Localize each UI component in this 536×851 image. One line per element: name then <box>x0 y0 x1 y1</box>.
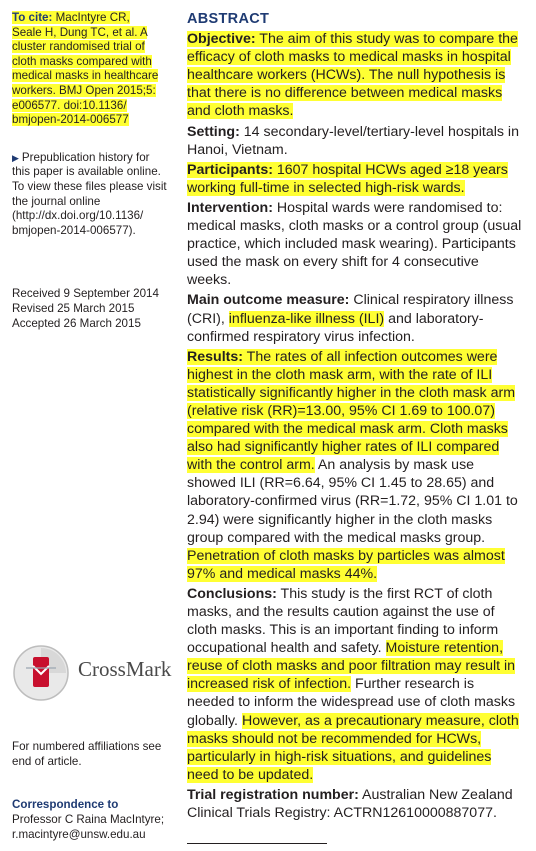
correspondence-name: Professor C Raina MacIntyre; <box>12 812 165 826</box>
intervention-text: Hospital wards were randomised to: medical masks, cloth masks or a control group (usual practice, which included mask wearing). Participants used the mask on every shift for 4 consecutive weeks. <box>187 199 522 289</box>
history-dates <box>12 287 172 331</box>
accepted-date: Accepted 26 March 2015 <box>12 316 141 330</box>
received-date: Received 9 September 2014 <box>12 287 159 300</box>
objective-highlight <box>187 31 518 119</box>
intervention-label: Intervention: <box>187 199 273 216</box>
objective-text: The aim of this study was to compare the efficacy of cloth masks to medical masks in hospital healthcare workers (HCWs). The null hypothesis is that there is no difference between medical masks and cloth masks. <box>187 31 518 120</box>
conclusions-text-3: Further research is needed to inform the widespread use of cloth masks globally. <box>187 676 516 729</box>
conclusions-text-2: Moisture retention, reuse of cloth masks and poor filtration may result in increased risk of infection. <box>187 640 516 693</box>
correspondence-block <box>12 798 177 842</box>
outcome-text-2: influenza-like illness (ILI) <box>228 310 385 327</box>
correspondence-label: Correspondence to <box>12 798 119 811</box>
participants-label: Participants: <box>187 161 273 178</box>
citation-block <box>12 11 160 128</box>
intervention-section <box>187 199 525 289</box>
revised-date: Revised 25 March 2015 <box>12 301 135 315</box>
citation-highlight <box>12 11 158 126</box>
crossmark-icon <box>12 644 70 702</box>
objective-label: Objective: <box>187 31 256 48</box>
conclusions-text-4: However, as a precautionary measure, cloth masks should not be recommended for HCWs, particularly in high-risk situations, and guidelines need to be updated. <box>187 712 519 783</box>
prepublication-text: Prepublication history for this paper is available online. To view these files please visit the journal online (http://dx.doi.org/10.1136/ bmjopen-2014-006577). <box>12 150 167 237</box>
trial-text: Australian New Zealand Clinical Trials Registry: ACTRN12610000887077. <box>187 786 513 822</box>
results-label: Results: <box>187 348 243 365</box>
setting-text: 14 secondary-level/tertiary-level hospitals in Hanoi, Vietnam. <box>187 123 519 158</box>
participants-highlight <box>187 162 508 196</box>
results-text-3: Penetration of cloth masks by particles was almost 97% and medical masks 44%. <box>187 547 505 582</box>
footnote-rule <box>187 843 327 844</box>
prepublication-note <box>12 151 167 239</box>
participants-text: 1607 hospital HCWs aged ≥18 years working full-time in selected high-risk wards. <box>187 161 508 196</box>
outcome-text-1: Clinical respiratory illness (CRI), <box>187 292 514 327</box>
objective-section <box>187 30 525 120</box>
conclusions-text-1: This study is the first RCT of cloth masks, and the results caution against the use of cloth masks. This is an important finding to inform occupational health and safety. <box>187 585 499 657</box>
results-section <box>187 348 525 583</box>
outcome-section <box>187 291 525 345</box>
setting-label: Setting: <box>187 123 240 140</box>
results-text-1: The rates of all infection outcomes were highest in the cloth mask arm, with the rate of ILI statistically significantly higher in the cloth mask arm (relative risk (RR)=13.00, 95% CI 1.69 to 100.07) compared with the medical mask arm. Cloth masks also had significantly higher rates of ILI compared with the control arm. <box>187 348 516 474</box>
crossmark-badge[interactable] <box>12 644 172 702</box>
crossmark-label: CrossMark <box>78 657 172 681</box>
results-text-2: An analysis by mask use showed ILI (RR=6.64, 95% CI 1.45 to 28.65) and laboratory-confirmed virus (RR=1.72, 95% CI 1.01 to 2.94) were significantly higher in the cloth masks group compared with the medical masks group. <box>187 457 518 546</box>
results-highlight <box>187 349 515 474</box>
triangle-bullet-icon: ▶ <box>12 152 19 163</box>
setting-section <box>187 123 525 159</box>
sidebar-column <box>12 11 167 238</box>
participants-section <box>187 161 525 197</box>
abstract-column <box>187 10 525 822</box>
cite-label: To cite: <box>12 11 53 24</box>
trial-label: Trial registration number: <box>187 786 359 803</box>
citation-text: MacIntyre CR, Seale H, Dung TC, et al. A cluster randomised trial of cloth masks compared with medical masks in healthcare workers. BMJ Open 2015;5: e006577. doi:10.1136/ bmjopen-2014-006577 <box>12 11 159 127</box>
outcome-label: Main outcome measure: <box>187 292 350 309</box>
conclusions-section <box>187 585 525 784</box>
conclusions-label: Conclusions: <box>187 585 277 602</box>
trial-registration-section <box>187 786 525 822</box>
correspondence-email[interactable]: r.macintyre@unsw.edu.au <box>12 827 146 841</box>
outcome-text-3: and laboratory-confirmed respiratory virus infection. <box>187 310 484 345</box>
abstract-heading: ABSTRACT <box>187 11 270 27</box>
affiliations-note: For numbered affiliations see end of article. <box>12 740 162 768</box>
